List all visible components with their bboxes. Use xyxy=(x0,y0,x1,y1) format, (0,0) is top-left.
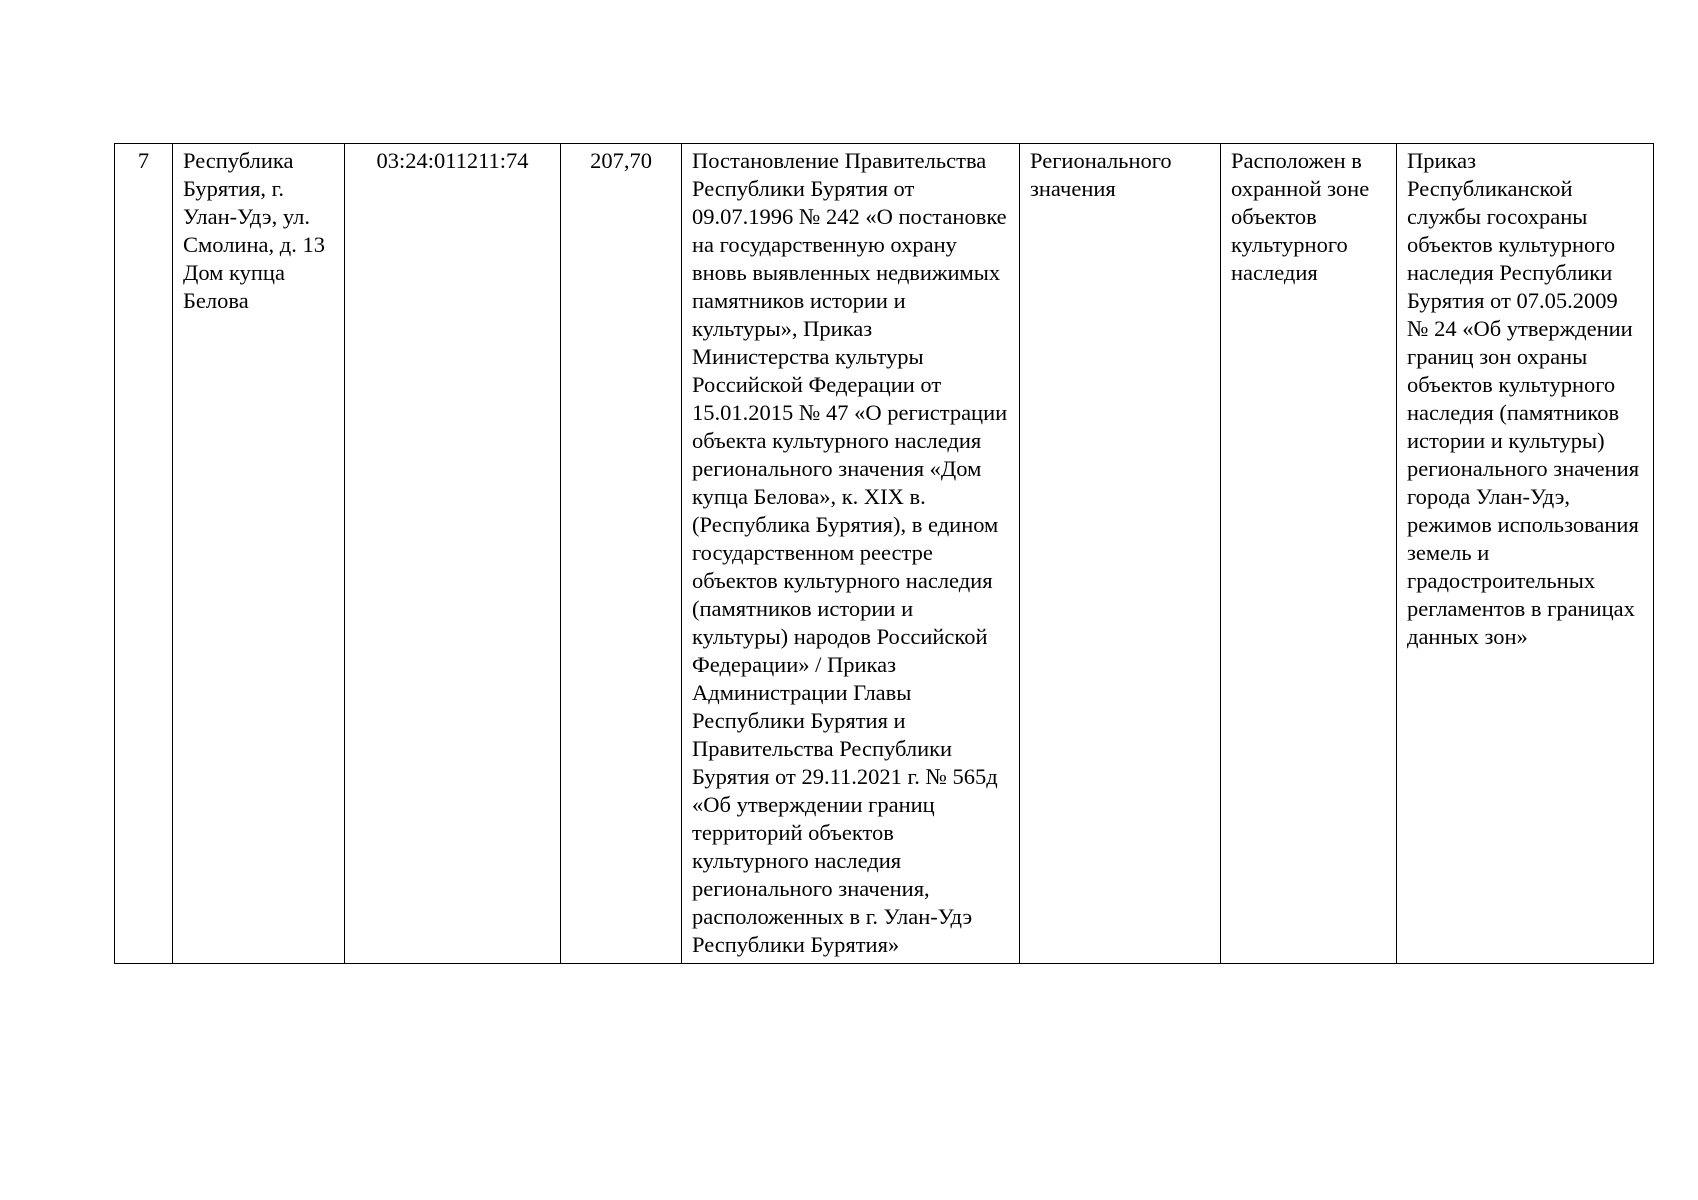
object-address: Республика Бурятия, г. Улан-Удэ, ул. Смолина, д. 13 xyxy=(183,148,325,257)
area-value: 207,70 xyxy=(590,148,652,173)
location-note-text: Расположен в охранной зоне объектов культурного наследия xyxy=(1231,148,1370,285)
cadastral-number: 03:24:011211:74 xyxy=(376,148,529,173)
table-row xyxy=(115,144,1654,964)
row-number-cell xyxy=(115,144,173,964)
cadastral-number-cell xyxy=(345,144,561,964)
legal-basis-text: Постановление Правительства Республики Бурятия от 09.07.1996 № 242 «О постановке на государственную охрану вновь выявленных недвижимых памятников истории и культуры», Приказ Министерства культуры Российской Федерации от 15.01.2015 № 47 «О регистрации объекта культурного наследия регионального значения «Дом купца Белова», к. XIX в. (Республика Бурятия), в едином государственном реестре объектов культурного наследия (памятников истории и культуры) народов Российской Федерации» / Приказ Администрации Главы Республики Бурятия и Правительства Республики Бурятия от 29.11.2021 г. № 565д «Об утверждении границ территорий объектов культурного наследия регионального значения, расположенных в г. Улан-Удэ Республики Бурятия» xyxy=(692,148,1008,957)
significance-text: Регионального значения xyxy=(1030,148,1172,201)
area-cell xyxy=(561,144,682,964)
legal-basis-cell xyxy=(682,144,1020,964)
address-cell xyxy=(173,144,345,964)
location-note-cell xyxy=(1221,144,1397,964)
zone-order-text: Приказ Республиканской службы госохраны объектов культурного наследия Республики Бурятия от 07.05.2009 № 24 «Об утверждении границ зон охраны объектов культурного наследия (памятников истории и культуры) регионального значения города Улан-Удэ, режимов использования земель и градостроительных регламентов в границах данных зон» xyxy=(1407,148,1640,649)
row-number: 7 xyxy=(137,148,150,173)
zone-order-cell xyxy=(1397,144,1654,964)
significance-cell xyxy=(1020,144,1221,964)
object-name: Дом купца Белова xyxy=(183,260,285,313)
heritage-registry-table xyxy=(114,143,1654,964)
